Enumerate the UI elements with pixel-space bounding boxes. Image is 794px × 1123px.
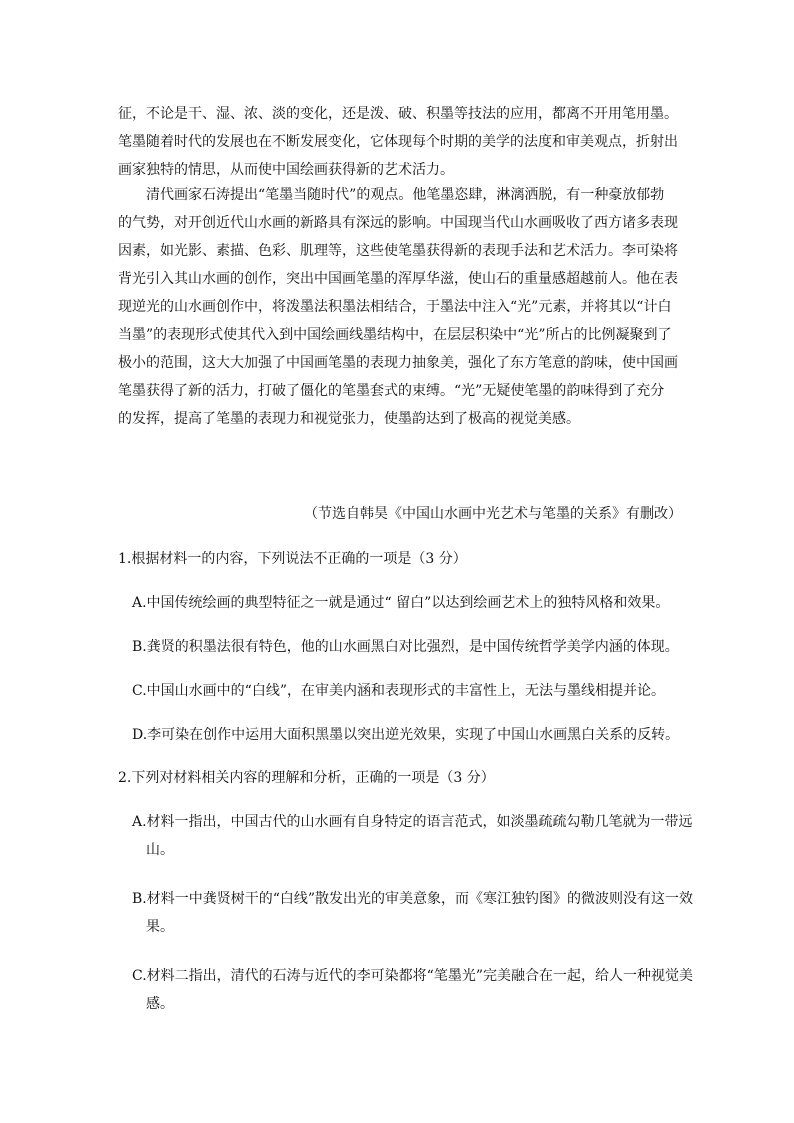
question-2-option-c: C.材料二指出，清代的石涛与近代的李可染都将“笔墨光”完美融合在一起，给人一种视觉美感。 xyxy=(132,968,693,1012)
source-citation: （节选自韩昊《中国山水画中光艺术与笔墨的关系》有删改） xyxy=(304,506,682,522)
paragraph-2: 清代画家石涛提出“笔墨当随时代”的观点。他笔墨恣肆，淋漓洒脱，有一种豪放郁勃的气势，对开创近代山水画的新路具有深远的影响。中国现当代山水画吸收了西方诸多表现因素，如光影、素描、色彩、肌理等，这些使笔墨获得新的表现手法和艺术活力。李可染将背光引入其山水画的创作，突出中国画笔墨的浑厚华滋，使山石的重量感超越前人。他在表现逆光的山水画创作中，将泼墨法积墨法相结合，于墨法中注入“光”元素，并将其以“计白当墨”的表现形式使其代入到中国绘画线墨结构中，在层层积染中“光”所占的比例凝聚到了极小的范围，这大大加强了中国画笔墨的表现力抽象美，强化了东方笔意的韵味，使中国画笔墨获得了新的活力，打破了僵化的笔墨套式的束缚。“光”无疑使笔墨的韵味得到了充分的发挥，提高了笔墨的表现力和视觉张力，使墨韵达到了极高的视觉美感。 xyxy=(118,187,678,427)
question-1-stem: 1.根据材料一的内容，下列说法不正确的一项是（3 分） xyxy=(118,551,467,567)
question-1-option-d: D.李可染在创作中运用大面积黑墨以突出逆光效果，实现了中国山水画黑白关系的反转。 xyxy=(132,727,680,743)
question-2-stem: 2.下列对材料相关内容的理解和分析，正确的一项是（3 分） xyxy=(118,770,495,786)
question-1-option-a: A.中国传统绘画的典型特征之一就是通过“ 留白”以达到绘画艺术上的独特风格和效果。 xyxy=(132,595,670,611)
question-2-option-a: A.材料一指出，中国古代的山水画有自身特定的语言范式，如淡墨疏疏勾勒几笔就为一带远山。 xyxy=(132,814,693,858)
question-1-option-c: C.中国山水画中的“白线”，在审美内涵和表现形式的丰富性上，无法与墨线相提并论。 xyxy=(132,683,665,699)
question-1-option-b: B.龚贤的积墨法很有特色，他的山水画黑白对比强烈，是中国传统哲学美学内涵的体现。 xyxy=(132,639,679,655)
paragraph-1: 征，不论是干、湿、浓、淡的变化，还是泼、破、积墨等技法的应用，都离不开用笔用墨。笔墨随着时代的发展也在不断发展变化，它体现每个时期的美学的法度和审美观点，折射出画家独特的情思，从而使中国绘画获得新的艺术活力。 xyxy=(118,106,678,178)
question-2-option-b: B.材料一中龚贤树干的“白线”散发出光的审美意象，而《寒江独钓图》的微波则没有这一效果。 xyxy=(132,891,694,935)
